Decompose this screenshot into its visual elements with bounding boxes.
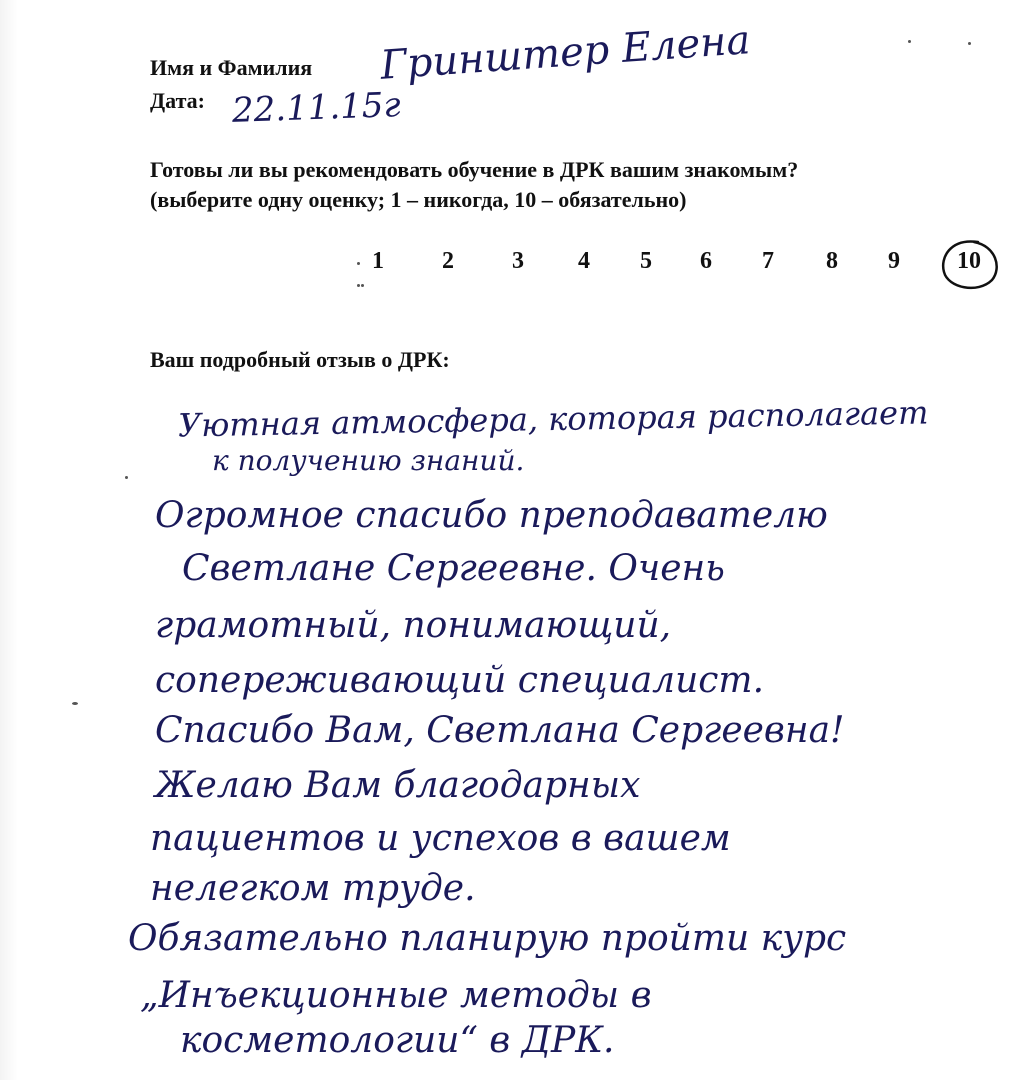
date-label: Дата:	[150, 88, 205, 113]
feedback-line: Спасибо Вам, Светлана Сергеевна!	[155, 710, 845, 751]
mark-dot	[361, 284, 364, 287]
scale-option-1[interactable]: 1	[372, 248, 384, 274]
scale-option-5[interactable]: 5	[640, 248, 652, 274]
scale-option-10[interactable]: 10	[957, 248, 981, 274]
feedback-line: грамотный, понимающий,	[155, 605, 672, 646]
feedback-line: Светлане Сергеевне. Очень	[182, 548, 725, 589]
feedback-line: пациентов и успехов в вашем	[150, 818, 731, 859]
page-edge	[0, 0, 18, 1080]
scan-speck	[125, 476, 128, 479]
name-value[interactable]: Гринштер Елена	[378, 17, 752, 89]
feedback-line: сопереживающий специалист.	[155, 660, 765, 701]
feedback-line: Желаю Вам благодарных	[155, 765, 641, 806]
scan-speck	[908, 40, 911, 43]
scale-option-4[interactable]: 4	[578, 248, 590, 274]
scale-option-3[interactable]: 3	[512, 248, 524, 274]
scale-option-2[interactable]: 2	[442, 248, 454, 274]
scan-speck	[968, 42, 971, 45]
name-label: Имя и Фамилия	[150, 55, 313, 80]
scale-option-8[interactable]: 8	[826, 248, 838, 274]
scale-option-6[interactable]: 6	[700, 248, 712, 274]
mark-dot	[357, 284, 360, 287]
scan-speck	[72, 702, 78, 705]
mark-dot	[357, 262, 360, 265]
feedback-line: Огромное спасибо преподавателю	[155, 495, 828, 536]
selection-circle	[938, 236, 1002, 296]
question-line-2: (выберите одну оценку; 1 – никогда, 10 – обязательно)	[150, 187, 687, 212]
feedback-line: косметологии“ в ДРК.	[180, 1020, 615, 1061]
feedback-line: „Инъекционные методы в	[140, 975, 652, 1016]
scale-option-7[interactable]: 7	[762, 248, 774, 274]
feedback-line: Обязательно планирую пройти курс	[128, 918, 847, 959]
scale-option-9[interactable]: 9	[888, 248, 900, 274]
date-value[interactable]: 22.11.15г	[231, 85, 402, 131]
feedback-line: Уютная атмосфера, которая располагает	[177, 393, 929, 445]
feedback-line: к получению знаний.	[212, 444, 525, 477]
question-line-1: Готовы ли вы рекомендовать обучение в ДРК вашим знакомым?	[150, 157, 799, 182]
feedback-line: нелегком труде.	[150, 868, 476, 909]
feedback-label: Ваш подробный отзыв о ДРК:	[150, 347, 450, 372]
